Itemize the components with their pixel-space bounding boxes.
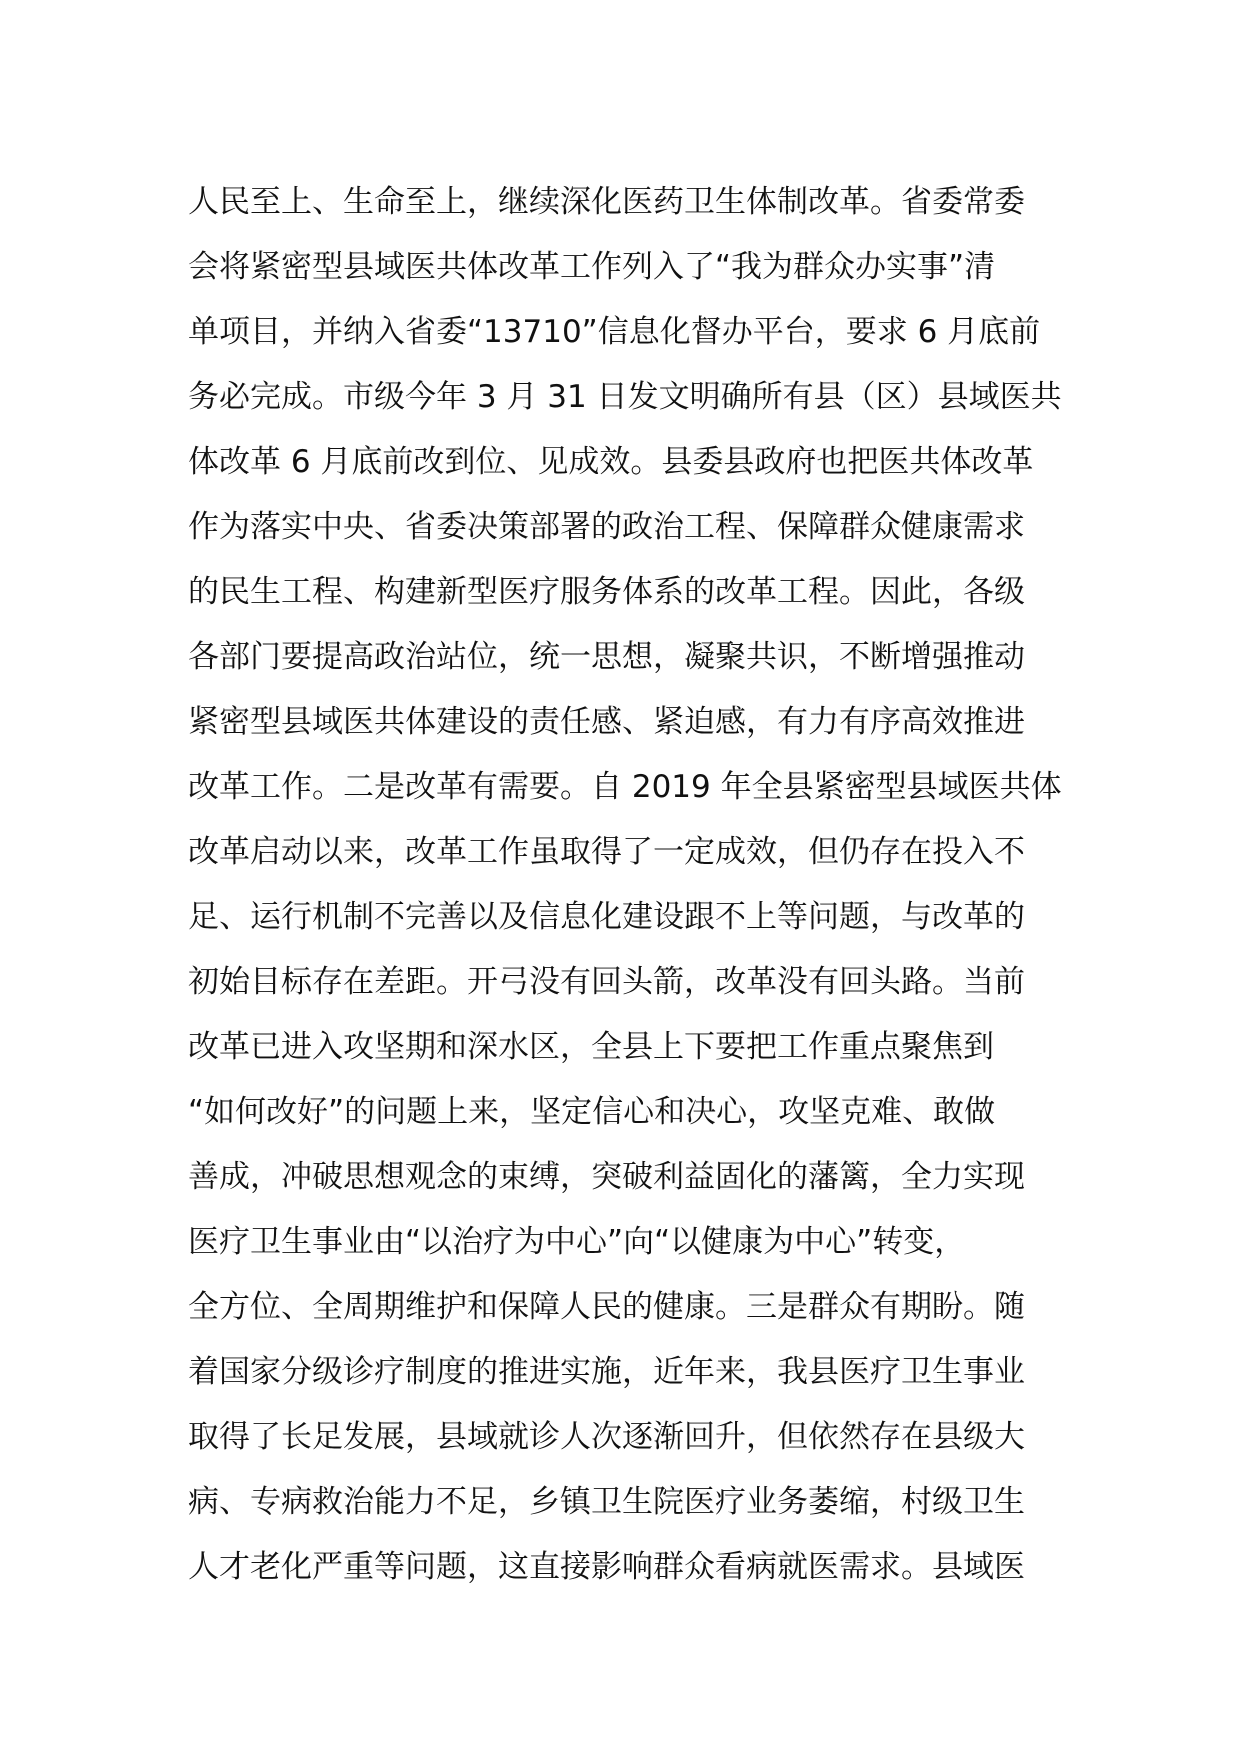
text-line: 改革已进入攻坚期和深水区，全县上下要把工作重点聚焦到 xyxy=(188,1029,994,1065)
text-line: 医疗卫生事业由“以治疗为中心”向“以健康为中心”转变， xyxy=(188,1224,966,1260)
text-line: 各部门要提高政治站位，统一思想，凝聚共识，不断增强推动 xyxy=(188,639,1025,675)
text-line: “如何改好”的问题上来，坚定信心和决心，攻坚克难、敢做 xyxy=(188,1094,996,1130)
text-line: 改革启动以来，改革工作虽取得了一定成效，但仍存在投入不 xyxy=(188,834,1025,870)
text-line: 作为落实中央、省委决策部署的政治工程、保障群众健康需求 xyxy=(188,509,1025,545)
text-line: 善成，冲破思想观念的束缚，突破利益固化的藩篱，全力实现 xyxy=(188,1159,1025,1195)
text-line: 取得了长足发展，县域就诊人次逐渐回升，但依然存在县级大 xyxy=(188,1419,1025,1455)
text-line: 着国家分级诊疗制度的推进实施，近年来，我县医疗卫生事业 xyxy=(188,1354,1025,1390)
text-line: 的民生工程、构建新型医疗服务体系的改革工程。因此，各级 xyxy=(188,574,1025,610)
text-line: 全方位、全周期维护和保障人民的健康。三是群众有期盼。随 xyxy=(188,1289,1025,1325)
text-line: 务必完成。市级今年 3 月 31 日发文明确所有县（区）县域医共 xyxy=(188,379,1062,415)
text-line: 改革工作。二是改革有需要。自 2019 年全县紧密型县域医共体 xyxy=(188,769,1062,805)
text-line: 病、专病救治能力不足，乡镇卫生院医疗业务萎缩，村级卫生 xyxy=(188,1484,1025,1520)
text-line: 足、运行机制不完善以及信息化建设跟不上等问题，与改革的 xyxy=(188,899,1025,935)
text-line: 体改革 6 月底前改到位、见成效。县委县政府也把医共体改革 xyxy=(188,444,1034,480)
text-line: 初始目标存在差距。开弓没有回头箭，改革没有回头路。当前 xyxy=(188,964,1025,1000)
text-line: 人民至上、生命至上，继续深化医药卫生体制改革。省委常委 xyxy=(188,184,1025,220)
body-text xyxy=(188,170,1068,1600)
text-line: 紧密型县域医共体建设的责任感、紧迫感，有力有序高效推进 xyxy=(188,704,1025,740)
text-line: 会将紧密型县域医共体改革工作列入了“我为群众办实事”清 xyxy=(188,249,996,285)
text-line: 单项目，并纳入省委“13710”信息化督办平台，要求 6 月底前 xyxy=(188,314,1041,350)
text-line: 人才老化严重等问题，这直接影响群众看病就医需求。县域医 xyxy=(188,1549,1025,1585)
